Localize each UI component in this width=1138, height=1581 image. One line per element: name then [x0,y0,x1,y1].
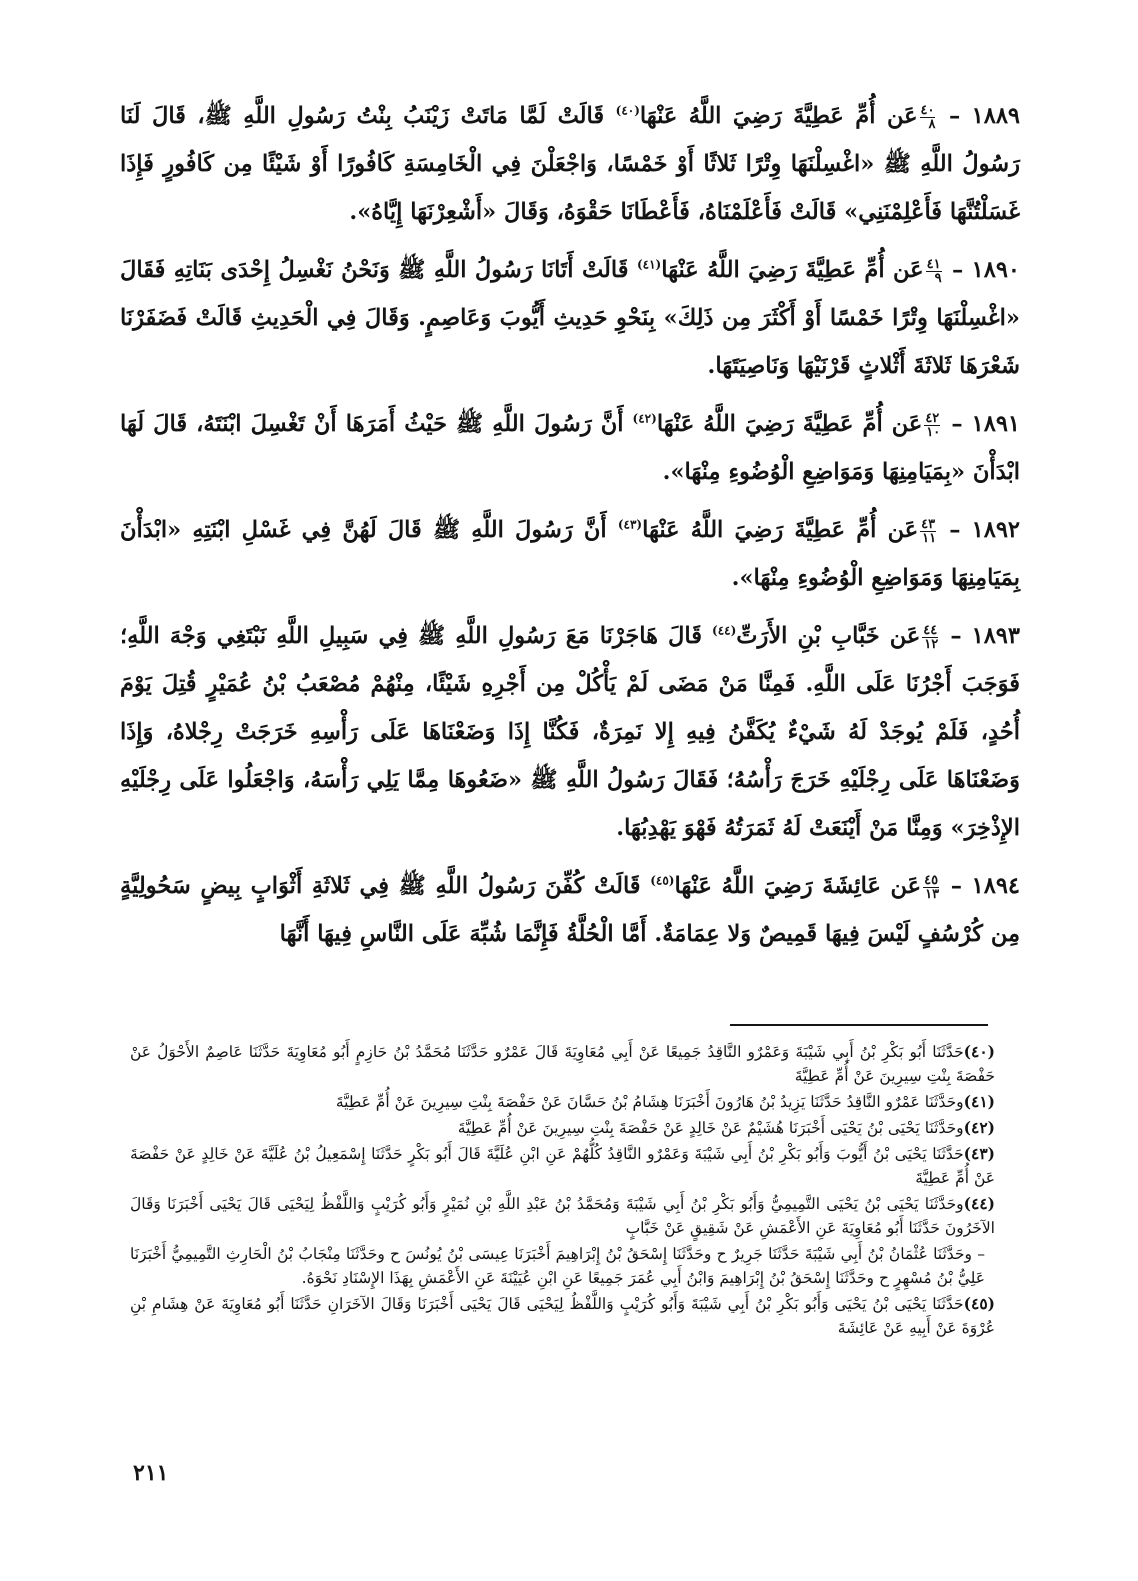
page-number: ٢١١ [133,1460,169,1486]
footnote-44 [130,1192,995,1240]
hadith-text: أَنَّ رَسُولَ اللَّهِ ﷺ قَالَ لَهُنَّ فِي غَسْلِ ابْنَتِهِ «ابْدَأْنَ بِمَيَامِنِهَا وَمَوَاضِعِ الْوُضُوءِ مِنْهَا». [120,517,1020,591]
hadith-text: أَنَّ رَسُولَ اللَّهِ ﷺ حَيْثُ أَمَرَهَا أَنْ تَغْسِلَ ابْنَتَهُ، قَالَ لَهَا ابْدَأْنَ «بِمَيَامِنِهَا وَمَوَاضِعِ الْوُضُوءِ مِنْهَا». [120,411,1020,485]
hadith-1890: ١٨٩٠ – $\frac{٤١}{٩}$ عَن أُمِّ عَطِيَّةَ رَضِيَ اللَّهُ عَنْهَا$^{(٤١)}$ قَالَتْ أَتَانَا رَسُولُ اللَّهِ ﷺ وَنَحْنُ نَغْسِلُ إِحْدَى بَنَاتِهِ فَقَالَ «اغْسِلْنَهَا وِتْرًا خَمْسًا أَوْ أَكْثَرَ مِن ذَلِكَ» بِنَحْوِ حَدِيثِ أَيُّوبَ وَعَاصِمٍ. وَقَالَ فِي الْحَدِيثِ قَالَتْ فَضَفَرْنَا شَعْرَهَا ثَلاثَةَ أَثْلاثٍ قَرْنَيْهَا وَنَاصِيَتَهَا. [120,256,1021,379]
footnote-ref: (٤٢) [632,411,657,426]
footnote-ref: (٤٠) [615,103,640,118]
hadith-body [120,92,1020,968]
narrator: عَن أُمِّ عَطِيَّةَ رَضِيَ اللَّهُ عَنْهَا [661,257,924,283]
hadith-1892: ١٨٩٢ – $\frac{٤٣}{١١}$ عَن أُمِّ عَطِيَّةَ رَضِيَ اللَّهُ عَنْهَا$^{(٤٣)}$ أَنَّ رَسُولَ اللَّهِ ﷺ قَالَ لَهُنَّ فِي غَسْلِ ابْنَتِهِ «ابْدَأْنَ بِمَيَامِنِهَا وَمَوَاضِعِ الْوُضُوءِ مِنْهَا». [120,516,1020,591]
footnote-text: وحَدَّثَنَا يَحْيَى بْنُ يَحْيَى أَخْبَرَنَا هُشَيْمٌ عَنْ خَالِدٍ عَنْ حَفْصَةَ بِنْتِ سِيرِينَ عَنْ أُمِّ عَطِيَّةَ [457,1119,964,1137]
hadith-1891: ١٨٩١ – $\frac{٤٢}{١٠}$ عَن أُمِّ عَطِيَّةَ رَضِيَ اللَّهُ عَنْهَا$^{(٤٢)}$ أَنَّ رَسُولَ اللَّهِ ﷺ حَيْثُ أَمَرَهَا أَنْ تَغْسِلَ ابْنَتَهُ، قَالَ لَهَا ابْدَأْنَ «بِمَيَامِنِهَا وَمَوَاضِعِ الْوُضُوءِ مِنْهَا». [120,410,1020,485]
footnote-42 [130,1116,995,1140]
footnote-40 [130,1040,995,1088]
footnote-number: (٤١) [963,1092,995,1111]
hadith-number: ١٨٩٠ [971,257,1021,283]
hadith-number: ١٨٨٩ [971,103,1021,129]
hadith-text: قَالَتْ أَتَانَا رَسُولُ اللَّهِ ﷺ وَنَحْنُ نَغْسِلُ إِحْدَى بَنَاتِهِ فَقَالَ «اغْسِلْنَهَا وِتْرًا خَمْسًا أَوْ أَكْثَرَ مِن ذَلِكَ» بِنَحْوِ حَدِيثِ أَيُّوبَ وَعَاصِمٍ. وَقَالَ فِي الْحَدِيثِ قَالَتْ فَضَفَرْنَا شَعْرَهَا ثَلاثَةَ أَثْلاثٍ قَرْنَيْهَا وَنَاصِيَتَهَا. [120,257,1020,379]
footnote-text: – وحَدَّثَنَا عُثْمَانُ بْنُ أَبِي شَيْبَةَ حَدَّثَنَا جَرِيرٌ ح وحَدَّثَنَا إِسْحَقُ بْنُ إِبْرَاهِيمَ أَخْبَرَنَا عِيسَى بْنُ يُونُسَ ح وحَدَّثَنَا مِنْجَابُ بْنُ الْحَارِثِ التَّمِيمِيُّ أَخْبَرَنَا عَلِيُّ بْنُ مُسْهِرٍ ح وحَدَّثَنَا إِسْحَقُ بْنُ إِبْرَاهِيمَ وَابْنُ أَبِي عُمَرَ جَمِيعًا عَنِ ابْنِ عُيَيْنَةَ عَنِ الأَعْمَشِ بِهَذَا الإِسْنَادِ نَحْوَهُ. [130,1245,985,1287]
footnote-number: (٤٤) [963,1194,995,1213]
footnote-ref: (٤٤) [712,623,737,638]
footnote-number: (٤٥) [963,1294,995,1313]
footnote-43 [130,1142,995,1190]
footnote-ref: (٤٣) [617,517,643,532]
footnote-41 [130,1090,995,1114]
hadith-1889: ١٨٨٩ – $\frac{٤٠}{٨}$ عَن أُمِّ عَطِيَّةَ رَضِيَ اللَّهُ عَنْهَا$^{(٤٠)}$ قَالَتْ لَمَّا مَاتَتْ زَيْنَبُ بِنْتُ رَسُولِ اللَّهِ ﷺ، قَالَ لَنَا رَسُولُ اللَّهِ ﷺ «اغْسِلْنَهَا وِتْرًا ثَلاثًا أَوْ خَمْسًا، وَاجْعَلْنَ فِي الْخَامِسَةِ كَافُورًا أَوْ شَيْئًا مِن كَافُورٍ فَإِذَا غَسَلْتُنَّهَا فَأَعْلِمْنَنِي» قَالَتْ فَأَعْلَمْنَاهُ، فَأَعْطَانَا حَقْوَهُ، وَقَالَ «أَشْعِرْنَهَا إِيَّاهُ». [120,102,1021,225]
hadith-text: قَالَتْ لَمَّا مَاتَتْ زَيْنَبُ بِنْتُ رَسُولِ اللَّهِ ﷺ، قَالَ لَنَا رَسُولُ اللَّهِ ﷺ «اغْسِلْنَهَا وِتْرًا ثَلاثًا أَوْ خَمْسًا، وَاجْعَلْنَ فِي الْخَامِسَةِ كَافُورًا أَوْ شَيْئًا مِن كَافُورٍ فَإِذَا غَسَلْتُنَّهَا فَأَعْلِمْنَنِي» قَالَتْ فَأَعْلَمْنَاهُ، فَأَعْطَانَا حَقْوَهُ، وَقَالَ «أَشْعِرْنَهَا إِيَّاهُ». [120,103,1020,225]
hadith-text: قَالَتْ كُفِّنَ رَسُولُ اللَّهِ ﷺ فِي ثَلاثَةِ أَثْوَابٍ بِيضٍ سَحُولِيَّةٍ مِن كُرْسُفٍ لَيْسَ فِيهَا قَمِيصٌ وَلا عِمَامَةٌ. أَمَّا الْحُلَّةُ فَإِنَّمَا شُبِّهَ عَلَى النَّاسِ فِيهَا أَنَّهَا [120,873,1020,947]
narrator: عَن أُمِّ عَطِيَّةَ رَضِيَ اللَّهُ عَنْهَا [639,103,918,129]
narrator: عَن عَائِشَةَ رَضِيَ اللَّهُ عَنْهَا [674,873,922,899]
footnote-text: حَدَّثَنَا يَحْيَى بْنُ أَيُّوبَ وَأَبُو بَكْرِ بْنُ أَبِي شَيْبَةَ وَعَمْرٌو النَّاقِدُ كُلُّهُمْ عَنِ ابْنِ عُلَيَّةَ قَالَ أَبُو بَكْرٍ حَدَّثَنَا إِسْمَعِيلُ بْنُ عُلَيَّةَ عَنْ خَالِدٍ عَنْ حَفْصَةَ عَنْ أُمِّ عَطِيَّةَ [130,1145,995,1187]
narrator: عَن أُمِّ عَطِيَّةَ رَضِيَ اللَّهُ عَنْهَا [656,411,923,437]
cross-reference-fraction: $\frac{٤٢}{١٠}$ [925,410,941,440]
hadith-number: ١٨٩٢ [971,517,1020,543]
footnote-text: حَدَّثَنَا يَحْيَى بْنُ يَحْيَى وَأَبُو بَكْرِ بْنُ أَبِي شَيْبَةَ وَأَبُو كُرَيْبٍ وَاللَّفْظُ لِيَحْيَى قَالَ يَحْيَى أَخْبَرَنَا وَقَالَ الآخَرَانِ حَدَّثَنَا أَبُو مُعَاوِيَةَ عَنْ هِشَامِ بْنِ عُرْوَةَ عَنْ أَبِيهِ عَنْ عَائِشَةَ [130,1295,995,1337]
footnote-number: (٤٣) [963,1144,995,1163]
footnote-text: حَدَّثَنَا أَبُو بَكْرِ بْنُ أَبِي شَيْبَةَ وَعَمْرٌو النَّاقِدُ جَمِيعًا عَنْ أَبِي مُعَاوِيَةَ قَالَ عَمْرٌو حَدَّثَنَا مُحَمَّدُ بْنُ حَازِمٍ أَبُو مُعَاوِيَةَ حَدَّثَنَا عَاصِمٌ الأَحْوَلُ عَنْ حَفْصَةَ بِنْتِ سِيرِينَ عَنْ أُمِّ عَطِيَّةَ [130,1043,995,1085]
hadith-1893: ١٨٩٣ – $\frac{٤٤}{١٢}$ عَن خَبَّابِ بْنِ الأَرَتِّ$^{(٤٤)}$ قَالَ هَاجَرْنَا مَعَ رَسُولِ اللَّهِ ﷺ فِي سَبِيلِ اللَّهِ نَبْتَغِي وَجْهَ اللَّهِ؛ فَوَجَبَ أَجْرُنَا عَلَى اللَّهِ. فَمِنَّا مَنْ مَضَى لَمْ يَأْكُلْ مِن أَجْرِهِ شَيْئًا، مِنْهُمْ مُصْعَبُ بْنُ عُمَيْرٍ قُتِلَ يَوْمَ أُحُدٍ، فَلَمْ يُوجَدْ لَهُ شَيْءٌ يُكَفَّنُ فِيهِ إِلا نَمِرَةٌ، فَكُنَّا إِذَا وَضَعْنَاهَا عَلَى رَأْسِهِ خَرَجَتْ رِجْلاهُ، وَإِذَا وَضَعْنَاهَا عَلَى رِجْلَيْهِ خَرَجَ رَأْسُهُ؛ فَقَالَ رَسُولُ اللَّهِ ﷺ «ضَعُوهَا مِمَّا يَلِي رَأْسَهُ، وَاجْعَلُوا عَلَى رِجْلَيْهِ الإِذْخِرَ» وَمِنَّا مَنْ أَيْنَعَتْ لَهُ ثَمَرَتُهُ فَهْوَ يَهْدِبُهَا. [120,622,1020,841]
hadith-number: ١٨٩٤ [971,873,1020,899]
hadith-number: ١٨٩٣ [971,623,1020,649]
footnote-ref: (٤٥) [650,873,675,888]
footnote-number: (٤٢) [963,1118,995,1137]
cross-reference-fraction: $\frac{٤٥}{١٣}$ [924,872,940,902]
footnotes [130,1040,995,1342]
cross-reference-fraction: $\frac{٤٠}{٨}$ [920,102,936,132]
footnote-text: وحَدَّثَنَا عَمْرٌو النَّاقِدُ حَدَّثَنَا يَزِيدُ بْنُ هَارُونَ أَخْبَرَنَا هِشَامُ بْنُ حَسَّانَ عَنْ حَفْصَةَ بِنْتِ سِيرِينَ عَنْ أُمِّ عَطِيَّةَ [335,1093,964,1111]
cross-reference-fraction: $\frac{٤١}{٩}$ [926,256,942,286]
hadith-text: قَالَ هَاجَرْنَا مَعَ رَسُولِ اللَّهِ ﷺ فِي سَبِيلِ اللَّهِ نَبْتَغِي وَجْهَ اللَّهِ؛ فَوَجَبَ أَجْرُنَا عَلَى اللَّهِ. فَمِنَّا مَنْ مَضَى لَمْ يَأْكُلْ مِن أَجْرِهِ شَيْئًا، مِنْهُمْ مُصْعَبُ بْنُ عُمَيْرٍ قُتِلَ يَوْمَ أُحُدٍ، فَلَمْ يُوجَدْ لَهُ شَيْءٌ يُكَفَّنُ فِيهِ إِلا نَمِرَةٌ، فَكُنَّا إِذَا وَضَعْنَاهَا عَلَى رَأْسِهِ خَرَجَتْ رِجْلاهُ، وَإِذَا وَضَعْنَاهَا عَلَى رِجْلَيْهِ خَرَجَ رَأْسُهُ؛ فَقَالَ رَسُولُ اللَّهِ ﷺ «ضَعُوهَا مِمَّا يَلِي رَأْسَهُ، وَاجْعَلُوا عَلَى رِجْلَيْهِ الإِذْخِرَ» وَمِنَّا مَنْ أَيْنَعَتْ لَهُ ثَمَرَتُهُ فَهْوَ يَهْدِبُهَا. [120,623,1020,841]
footnote-45 [130,1292,995,1340]
footnote-ref: (٤١) [636,257,662,272]
hadith-number: ١٨٩١ [971,411,1020,437]
hadith-1894: ١٨٩٤ – $\frac{٤٥}{١٣}$ عَن عَائِشَةَ رَضِيَ اللَّهُ عَنْهَا$^{(٤٥)}$ قَالَتْ كُفِّنَ رَسُولُ اللَّهِ ﷺ فِي ثَلاثَةِ أَثْوَابٍ بِيضٍ سَحُولِيَّةٍ مِن كُرْسُفٍ لَيْسَ فِيهَا قَمِيصٌ وَلا عِمَامَةٌ. أَمَّا الْحُلَّةُ فَإِنَّمَا شُبِّهَ عَلَى النَّاسِ فِيهَا أَنَّهَا [120,872,1020,947]
footnote-44-continuation [130,1242,995,1290]
footnote-text: وحَدَّثَنَا يَحْيَى بْنُ يَحْيَى التَّمِيمِيُّ وَأَبُو بَكْرِ بْنُ أَبِي شَيْبَةَ وَمُحَمَّدُ بْنُ عَبْدِ اللَّهِ بْنِ نُمَيْرٍ وَأَبُو كُرَيْبٍ وَاللَّفْظُ لِيَحْيَى قَالَ يَحْيَى أَخْبَرَنَا وَقَالَ الآخَرُونَ حَدَّثَنَا أَبُو مُعَاوِيَةَ عَنِ الأَعْمَشِ عَنْ شَقِيقٍ عَنْ خَبَّابٍ [130,1195,995,1237]
narrator: عَن خَبَّابِ بْنِ الأَرَتِّ [736,623,921,649]
cross-reference-fraction: $\frac{٤٤}{١٢}$ [923,622,939,652]
narrator: عَن أُمِّ عَطِيَّةَ رَضِيَ اللَّهُ عَنْهَا [642,517,919,543]
footnote-number: (٤٠) [963,1042,995,1061]
cross-reference-fraction: $\frac{٤٣}{١١}$ [921,516,937,546]
footnote-divider [730,1024,988,1026]
